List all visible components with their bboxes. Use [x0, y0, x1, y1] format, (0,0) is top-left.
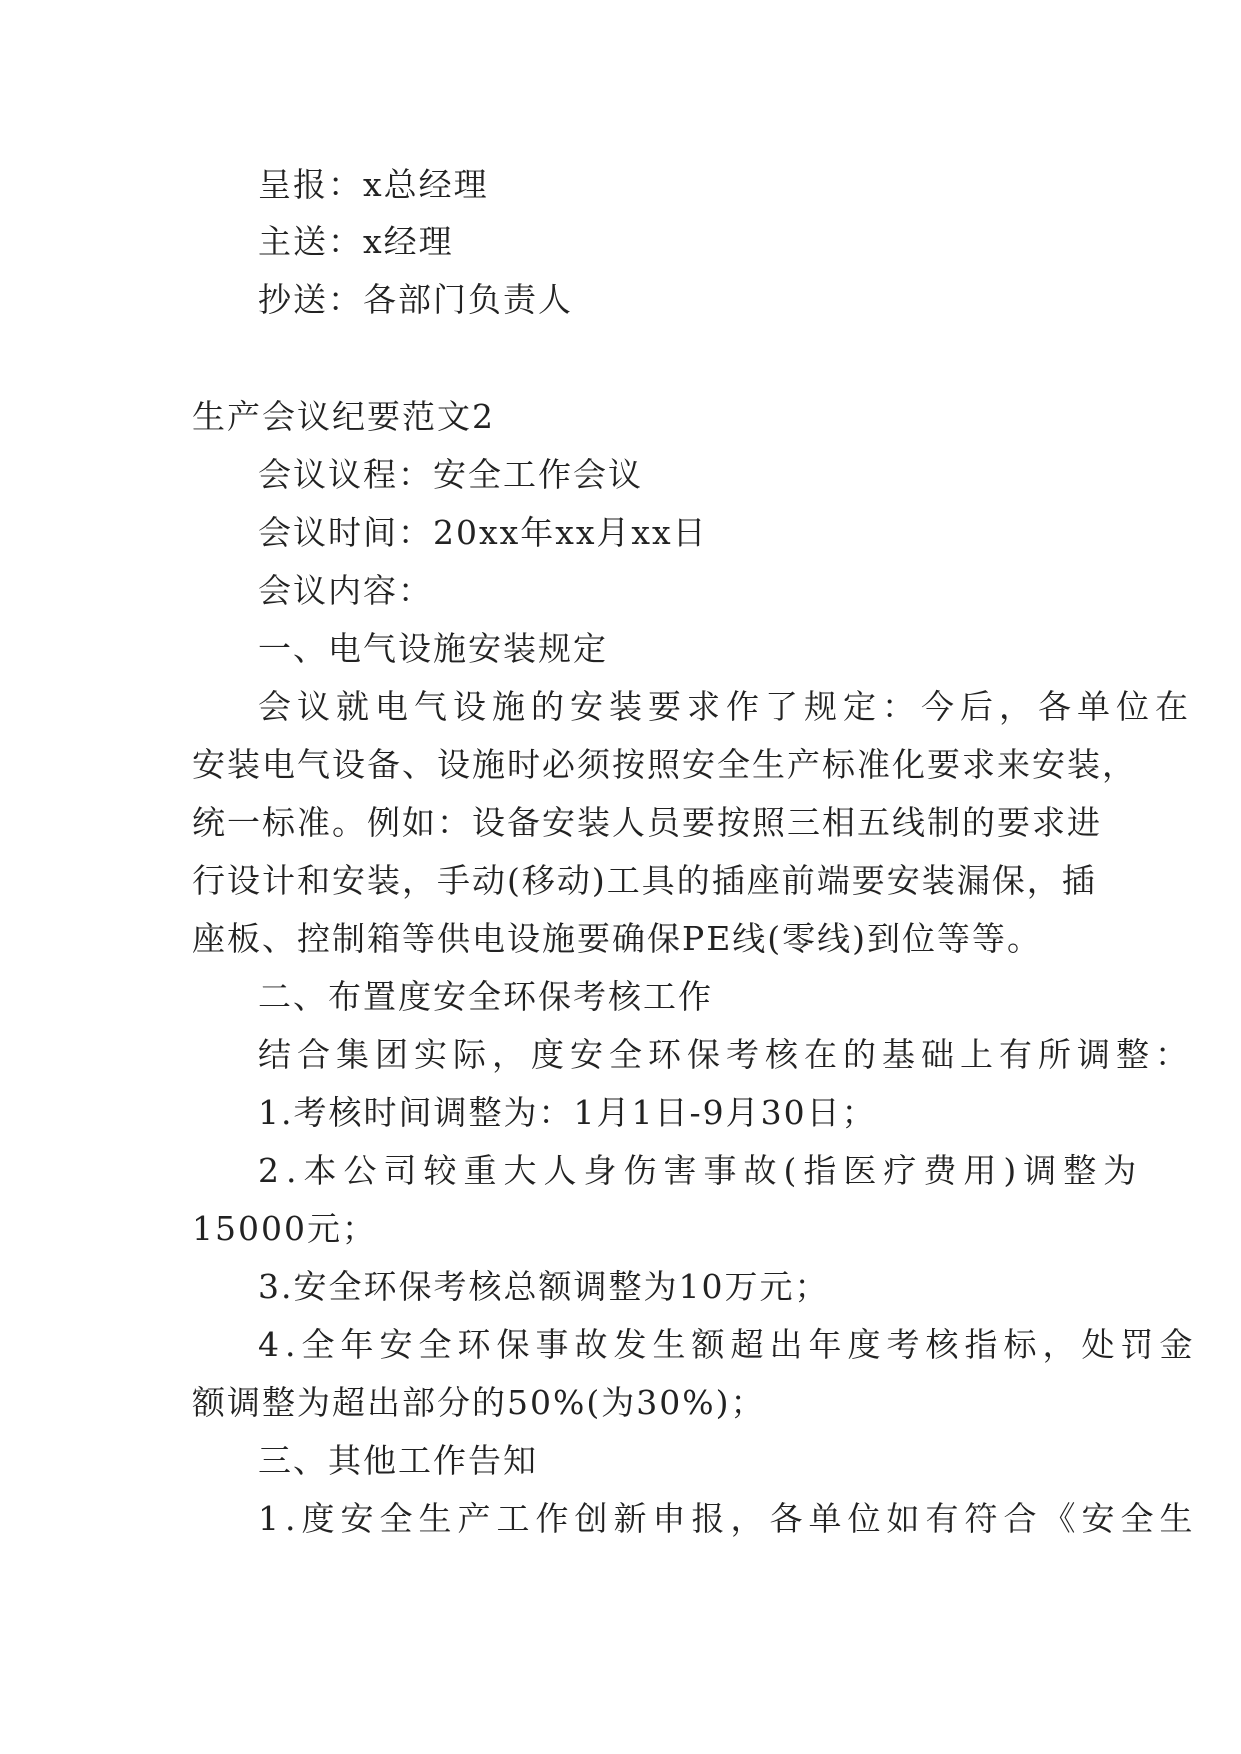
- list-item: 4.全年安全环保事故发生额超出年度考核指标，处罚金: [258, 1325, 1199, 1364]
- list-item: 2.本公司较重大人身伤害事故(指医疗费用)调整为: [258, 1151, 1144, 1190]
- paragraph-line: 安装电气设备、设施时必须按照安全生产标准化要求来安装，: [192, 745, 1137, 784]
- heading-other-work: 三、其他工作告知: [258, 1441, 538, 1480]
- copy-to-line: 抄送：各部门负责人: [258, 280, 573, 319]
- meeting-agenda: 会议议程：安全工作会议: [258, 455, 643, 494]
- section-title: 生产会议纪要范文2: [192, 397, 495, 436]
- assessment-paragraph: 结合集团实际，度安全环保考核在的基础上有所调整：: [258, 1035, 1194, 1074]
- list-item-continuation: 额调整为超出部分的50%(为30%)；: [192, 1383, 766, 1422]
- paragraph-line: 座板、控制箱等供电设施要确保PE线(零线)到位等等。: [192, 919, 1043, 958]
- report-to-line: 呈报：x总经理: [258, 165, 489, 204]
- paragraph-line: 统一标准。例如：设备安装人员要按照三相五线制的要求进: [192, 803, 1102, 842]
- paragraph-line: 会议就电气设施的安装要求作了规定：今后，各单位在: [258, 687, 1194, 726]
- list-item: 1.考核时间调整为：1月1日-9月30日；: [258, 1093, 877, 1132]
- meeting-time: 会议时间：20xx年xx月xx日: [258, 513, 708, 552]
- send-to-line: 主送：x经理: [258, 222, 454, 261]
- list-item-continuation: 15000元；: [192, 1209, 377, 1248]
- paragraph-line: 行设计和安装，手动(移动)工具的插座前端要安装漏保，插: [192, 861, 1097, 900]
- list-item: 3.安全环保考核总额调整为10万元；: [258, 1267, 830, 1306]
- heading-electrical: 一、电气设施安装规定: [258, 629, 608, 668]
- heading-assessment: 二、布置度安全环保考核工作: [258, 977, 713, 1016]
- list-item: 1.度安全生产工作创新申报，各单位如有符合《安全生: [258, 1499, 1199, 1538]
- meeting-content-label: 会议内容：: [258, 571, 433, 610]
